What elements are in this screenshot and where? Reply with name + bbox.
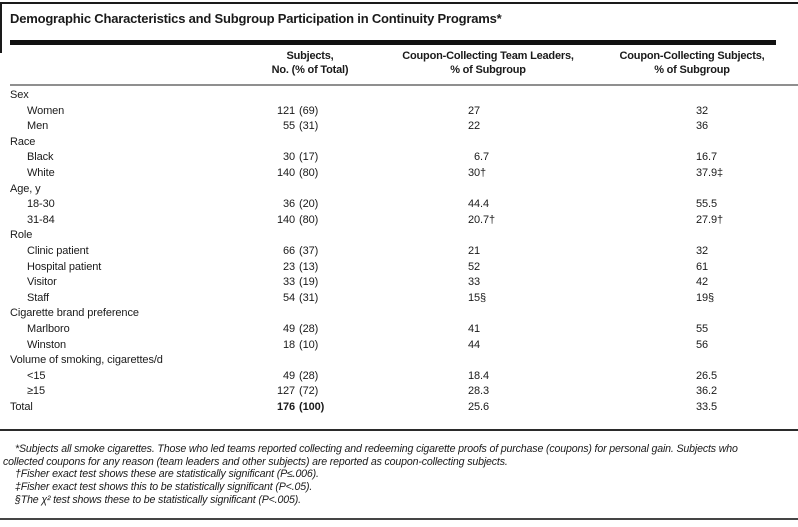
column-header-coupon-subjects — [592, 49, 792, 77]
table-row — [0, 260, 798, 276]
footnote-line: †Fisher exact test shows these are statistically significant (P≤.006). — [15, 468, 319, 481]
percent-of-total: (13) — [299, 260, 319, 273]
table-row — [0, 275, 798, 291]
table-row — [0, 384, 798, 400]
coupon-subjects-cell — [560, 384, 788, 400]
team-leaders-cell — [370, 104, 560, 120]
table-row — [0, 400, 798, 416]
row-label: Marlboro — [27, 322, 70, 335]
value-int: 27 — [467, 104, 480, 117]
value-int: 21 — [467, 244, 480, 257]
team-leaders-cell — [370, 384, 560, 400]
team-leaders-cell — [370, 182, 560, 198]
coupon-subjects-cell — [560, 369, 788, 385]
value-frac: .5 — [708, 400, 717, 413]
value-int: 26 — [695, 369, 708, 382]
subjects-cell — [250, 244, 370, 260]
row-label: Visitor — [27, 276, 57, 289]
team-leaders-cell — [370, 166, 560, 182]
value-int: 20 — [467, 213, 480, 226]
column-header-line: % of Subgroup — [450, 64, 526, 76]
team-leaders-cell — [370, 400, 560, 416]
value-int: 30 — [467, 166, 480, 179]
footnote-line: *Subjects all smoke cigarettes. Those who led teams reported collecting and redeeming cigarette proofs of purchase (coupons) for personal gain. Subjects who — [15, 443, 738, 455]
value-frac: .4 — [480, 369, 489, 382]
footnote-line: collected coupons for any reason (team leaders and other subjects) are reported as coupon-collecting subjects. — [3, 455, 508, 468]
percent-of-total: (28) — [299, 369, 319, 382]
value-frac: .5 — [708, 369, 717, 382]
percent-of-total: (10) — [299, 338, 319, 351]
subjects-cell — [250, 119, 370, 135]
value-int: 61 — [695, 260, 708, 273]
value-int: 33 — [467, 276, 480, 289]
count: 33 — [282, 276, 295, 289]
value-int: 18 — [467, 369, 480, 382]
count: 49 — [282, 369, 295, 382]
coupon-subjects-cell — [560, 244, 788, 260]
column-header-team-leaders — [388, 49, 588, 77]
percent-of-total: (20) — [299, 198, 319, 211]
value-frac: .9† — [708, 213, 723, 226]
value-int: 6 — [473, 151, 480, 164]
table-row — [0, 166, 798, 182]
value-int: 55 — [695, 198, 708, 211]
footnote-line: ‡Fisher exact test shows this to be statistically significant (P<.05). — [15, 481, 313, 494]
value-int: 32 — [695, 244, 708, 257]
table-row — [0, 197, 798, 213]
coupon-subjects-cell — [560, 400, 788, 416]
coupon-subjects-cell — [560, 104, 788, 120]
value-frac: .3 — [480, 385, 489, 398]
percent-of-total: (28) — [299, 322, 319, 335]
team-leaders-cell — [370, 353, 560, 369]
value-int: 16 — [695, 151, 708, 164]
subjects-cell — [250, 291, 370, 307]
row-label: Race — [10, 135, 36, 148]
row-label: Role — [10, 229, 33, 242]
subjects-cell — [250, 322, 370, 338]
left-edge-rule — [0, 2, 2, 53]
coupon-subjects-cell — [560, 291, 788, 307]
value-frac: .6 — [480, 400, 489, 413]
subjects-cell — [250, 135, 370, 151]
coupon-subjects-cell — [560, 150, 788, 166]
row-label: Total — [10, 400, 33, 413]
count: 176 — [276, 400, 295, 413]
table-row — [0, 119, 798, 135]
team-leaders-cell — [370, 291, 560, 307]
team-leaders-cell — [370, 322, 560, 338]
percent-of-total: (72) — [299, 385, 319, 398]
team-leaders-cell — [370, 260, 560, 276]
count: 121 — [276, 104, 295, 117]
coupon-subjects-cell — [560, 197, 788, 213]
percent-of-total: (17) — [299, 151, 319, 164]
percent-of-total: (80) — [299, 213, 319, 226]
coupon-subjects-cell — [560, 275, 788, 291]
count: 127 — [276, 385, 295, 398]
table-row — [0, 353, 798, 369]
row-label: Clinic patient — [27, 244, 89, 257]
count: 140 — [276, 166, 295, 179]
subjects-cell — [250, 306, 370, 322]
team-leaders-cell — [370, 119, 560, 135]
value-frac: .2 — [708, 385, 717, 398]
row-label: Cigarette brand preference — [10, 307, 139, 320]
percent-of-total: (31) — [299, 120, 319, 133]
value-int: 41 — [467, 322, 480, 335]
value-frac: .5 — [708, 198, 717, 211]
team-leaders-cell — [370, 369, 560, 385]
value-frac: .7 — [708, 151, 717, 164]
row-label: Volume of smoking, cigarettes/d — [10, 354, 163, 367]
percent-of-total: (37) — [299, 244, 319, 257]
team-leaders-cell — [370, 88, 560, 104]
row-label: <15 — [27, 369, 46, 382]
subjects-cell — [250, 197, 370, 213]
count: 140 — [276, 213, 295, 226]
column-header-line: Coupon-Collecting Subjects, — [619, 50, 765, 62]
column-header-line: No. (% of Total) — [271, 64, 349, 76]
count: 66 — [282, 244, 295, 257]
value-int: 25 — [467, 400, 480, 413]
subjects-cell — [250, 104, 370, 120]
row-label: 31-84 — [27, 213, 55, 226]
subjects-cell — [250, 384, 370, 400]
table-row — [0, 228, 798, 244]
subjects-cell — [250, 88, 370, 104]
row-label: Staff — [27, 291, 49, 304]
coupon-subjects-cell — [560, 119, 788, 135]
subjects-cell — [250, 400, 370, 416]
coupon-subjects-cell — [560, 306, 788, 322]
coupon-subjects-cell — [560, 135, 788, 151]
row-label: White — [27, 166, 55, 179]
row-label: Women — [27, 104, 65, 117]
row-label: Sex — [10, 89, 29, 101]
value-frac: .9‡ — [708, 166, 723, 179]
subjects-cell — [250, 353, 370, 369]
count: 18 — [282, 338, 295, 351]
table-row — [0, 104, 798, 120]
value-frac: † — [480, 166, 487, 179]
table-row — [0, 182, 798, 198]
bottom-rule — [0, 518, 798, 520]
value-int: 55 — [695, 322, 708, 335]
value-int: 52 — [467, 260, 480, 273]
percent-of-total: (69) — [299, 104, 319, 117]
team-leaders-cell — [370, 150, 560, 166]
percent-of-total: (100) — [299, 400, 325, 413]
table-row — [0, 306, 798, 322]
subjects-cell — [250, 150, 370, 166]
table-row — [0, 88, 798, 104]
percent-of-total: (31) — [299, 291, 319, 304]
team-leaders-cell — [370, 244, 560, 260]
value-int: 27 — [695, 213, 708, 226]
row-label: Winston — [27, 338, 67, 351]
coupon-subjects-cell — [560, 322, 788, 338]
column-header-line: Coupon-Collecting Team Leaders, — [402, 50, 574, 62]
value-int: 33 — [695, 400, 708, 413]
coupon-subjects-cell — [560, 166, 788, 182]
row-label: 18-30 — [27, 198, 55, 211]
value-frac: .7 — [480, 151, 489, 164]
value-int: 36 — [695, 120, 708, 133]
value-int: 22 — [467, 120, 480, 133]
count: 49 — [282, 322, 295, 335]
table-row — [0, 213, 798, 229]
table-row — [0, 322, 798, 338]
value-int: 32 — [695, 104, 708, 117]
table-row — [0, 338, 798, 354]
subjects-cell — [250, 228, 370, 244]
table-body — [0, 88, 798, 415]
header-heavy-rule — [10, 40, 776, 45]
team-leaders-cell — [370, 306, 560, 322]
top-rule — [0, 2, 798, 4]
count: 54 — [282, 291, 295, 304]
value-int: 15 — [467, 291, 480, 304]
column-header-subjects — [250, 49, 370, 77]
value-int: 36 — [695, 385, 708, 398]
value-int: 19 — [695, 291, 708, 304]
table-title: Demographic Characteristics and Subgroup Participation in Continuity Programs* — [10, 11, 502, 26]
value-int: 28 — [467, 385, 480, 398]
coupon-subjects-cell — [560, 88, 788, 104]
value-int: 44 — [467, 338, 480, 351]
value-frac: § — [708, 291, 715, 304]
table-row — [0, 291, 798, 307]
count: 30 — [282, 151, 295, 164]
subjects-cell — [250, 260, 370, 276]
header-rule — [10, 84, 798, 86]
coupon-subjects-cell — [560, 260, 788, 276]
team-leaders-cell — [370, 275, 560, 291]
table-row — [0, 135, 798, 151]
value-int: 56 — [695, 338, 708, 351]
team-leaders-cell — [370, 197, 560, 213]
footnote-rule — [0, 429, 798, 431]
value-int: 37 — [695, 166, 708, 179]
table-row — [0, 244, 798, 260]
team-leaders-cell — [370, 338, 560, 354]
team-leaders-cell — [370, 213, 560, 229]
value-frac: .7† — [480, 213, 495, 226]
coupon-subjects-cell — [560, 338, 788, 354]
coupon-subjects-cell — [560, 213, 788, 229]
column-header-line: % of Subgroup — [654, 64, 730, 76]
count: 36 — [282, 198, 295, 211]
row-label: Age, y — [10, 182, 41, 195]
row-label: Men — [27, 120, 49, 133]
team-leaders-cell — [370, 228, 560, 244]
count: 23 — [282, 260, 295, 273]
subjects-cell — [250, 369, 370, 385]
subjects-cell — [250, 338, 370, 354]
subjects-cell — [250, 275, 370, 291]
coupon-subjects-cell — [560, 353, 788, 369]
row-label: ≥15 — [27, 385, 45, 398]
coupon-subjects-cell — [560, 228, 788, 244]
value-frac: § — [480, 291, 487, 304]
percent-of-total: (80) — [299, 166, 319, 179]
value-int: 42 — [695, 276, 708, 289]
subjects-cell — [250, 213, 370, 229]
subjects-cell — [250, 182, 370, 198]
team-leaders-cell — [370, 135, 560, 151]
table-row — [0, 369, 798, 385]
value-int: 44 — [467, 198, 480, 211]
coupon-subjects-cell — [560, 182, 788, 198]
row-label: Hospital patient — [27, 260, 102, 273]
subjects-cell — [250, 166, 370, 182]
table-row — [0, 150, 798, 166]
count: 55 — [282, 120, 295, 133]
footnotes — [3, 443, 797, 507]
row-label: Black — [27, 151, 54, 164]
column-header-line: Subjects, — [286, 50, 334, 62]
value-frac: .4 — [480, 198, 489, 211]
percent-of-total: (19) — [299, 276, 319, 289]
footnote-line: §The χ² test shows these to be statistically significant (P<.005). — [15, 493, 301, 506]
